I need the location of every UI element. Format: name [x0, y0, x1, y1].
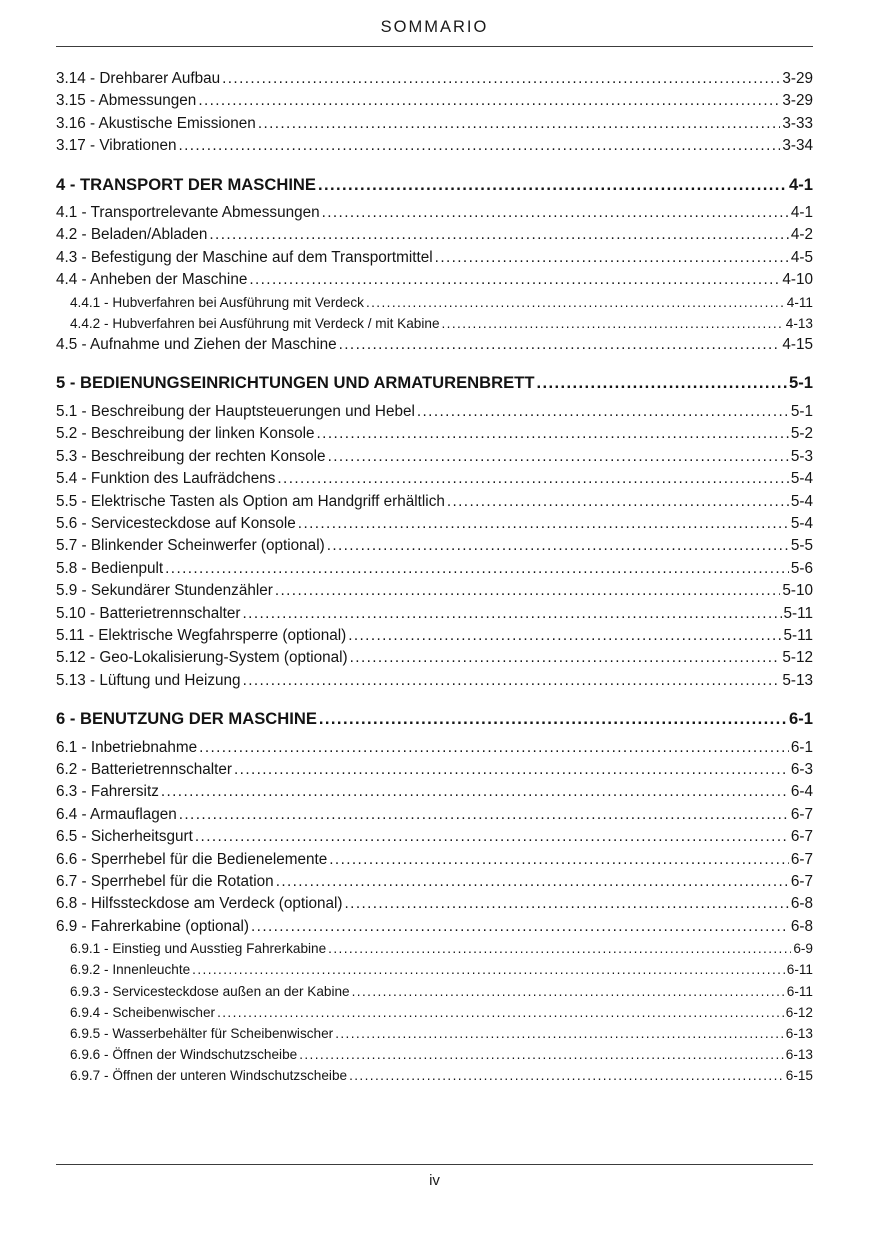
toc-entry-page: 5-4: [790, 470, 813, 488]
toc-entry-page: 3-34: [782, 137, 813, 155]
toc-leader-dots: [328, 938, 791, 959]
toc-entry-page: 3-33: [782, 114, 813, 132]
toc-entry: [56, 938, 813, 959]
footer-divider: [56, 1164, 813, 1165]
toc-entry: [56, 1065, 813, 1086]
toc-leader-dots: [276, 871, 789, 893]
toc-entry-label: 6.8 - Hilfssteckdose am Verdeck (optional): [56, 895, 343, 913]
toc-entry-page: 5-2: [790, 425, 813, 443]
toc-entry-label: 6.3 - Fahrersitz: [56, 783, 159, 801]
toc-leader-dots: [352, 981, 785, 1002]
toc-entry: [56, 603, 813, 625]
toc-entry-page: 6-8: [790, 895, 813, 913]
toc-entry: [56, 849, 813, 871]
toc-entry-label: 3.14 - Drehbarer Aufbau: [56, 70, 221, 87]
toc-entry-page: 5-5: [790, 537, 813, 555]
toc-entry-label: 5.5 - Elektrische Tasten als Option am Handgriff erhältlich: [56, 492, 445, 510]
toc-entry: [56, 334, 813, 356]
toc-leader-dots: [234, 759, 789, 781]
toc-entry-label: 5.1 - Beschreibung der Hauptsteuerungen und Hebel: [56, 402, 415, 420]
toc-leader-dots: [435, 247, 789, 269]
toc-leader-dots: [178, 135, 780, 157]
toc-leader-dots: [350, 647, 781, 669]
toc-entry-label: 5.7 - Blinkender Scheinwerfer (optional): [56, 537, 325, 555]
toc-entry-page: 4-13: [785, 315, 813, 331]
toc-leader-dots: [179, 804, 789, 826]
toc-leader-dots: [339, 334, 781, 356]
toc-entry-label: 5.3 - Beschreibung der rechten Konsole: [56, 447, 326, 465]
toc-entry-page: 6-13: [785, 1026, 813, 1042]
toc-entry: [56, 826, 813, 848]
toc-leader-dots: [198, 90, 780, 112]
toc-entry-page: 6-11: [786, 983, 813, 999]
toc-entry-page: 5-11: [783, 604, 813, 622]
toc-leader-dots: [209, 224, 789, 246]
toc-leader-dots: [258, 113, 781, 135]
toc-entry-label: 4 - TRANSPORT DER MASCHINE: [56, 174, 316, 194]
toc-leader-dots: [243, 603, 782, 625]
toc-entry: [56, 247, 813, 269]
toc-entry-page: 5-6: [790, 559, 813, 577]
toc-entry-page: 5-13: [782, 671, 813, 689]
toc-leader-dots: [536, 372, 787, 394]
toc-leader-dots: [249, 269, 780, 291]
toc-entry-label: 6.1 - Inbetriebnahme: [56, 738, 198, 756]
toc-entry: [56, 468, 813, 490]
toc-entry: [56, 491, 813, 513]
toc-leader-dots: [277, 468, 788, 490]
toc-leader-dots: [165, 558, 789, 580]
toc-entry-label: 6.9.4 - Scheibenwischer: [70, 1004, 216, 1020]
toc-entry: [56, 647, 813, 669]
toc-entry-page: 6-7: [790, 805, 813, 823]
toc-entry-label: 5.11 - Elektrische Wegfahrsperre (optional): [56, 626, 347, 644]
page-title: SOMMARIO: [380, 18, 489, 36]
toc-entry-label: 3.15 - Abmessungen: [56, 92, 197, 110]
toc-entry-page: 3-29: [782, 70, 813, 87]
toc-entry-page: 4-1: [789, 174, 813, 194]
toc-entry: [56, 513, 813, 535]
toc-entry-label: 5.12 - Geo-Lokalisierung-System (optional): [56, 649, 348, 667]
toc-entry: [56, 269, 813, 291]
toc-entry-label: 6.9.6 - Öffnen der Windschutzscheibe: [70, 1047, 298, 1063]
toc-entry-label: 3.16 - Akustische Emissionen: [56, 114, 256, 132]
toc-leader-dots: [348, 625, 781, 647]
page-header: [56, 18, 813, 47]
toc-entry-page: 6-12: [785, 1004, 813, 1020]
toc-leader-dots: [345, 893, 789, 915]
toc-entry: [56, 135, 813, 157]
toc-leader-dots: [195, 826, 789, 848]
toc-entry: [56, 90, 813, 112]
toc-entry-page: 6-7: [790, 828, 813, 846]
toc-entry: [56, 401, 813, 423]
toc-leader-dots: [251, 916, 789, 938]
toc-entry-page: 5-4: [790, 492, 813, 510]
toc-leader-dots: [298, 513, 789, 535]
toc-entry-label: 3.17 - Vibrationen: [56, 137, 177, 155]
toc-entry-label: 4.2 - Beladen/Abladen: [56, 226, 208, 244]
toc-entry-page: 4-15: [782, 336, 813, 354]
toc-entry: [56, 202, 813, 224]
toc-entry-page: 4-2: [790, 226, 813, 244]
toc-entry-label: 6.9 - Fahrerkabine (optional): [56, 917, 250, 935]
toc-entry: [56, 292, 813, 313]
toc-entry-page: 4-5: [790, 248, 813, 266]
toc-entry-label: 6.2 - Batterietrennschalter: [56, 760, 233, 778]
toc-entry: [56, 113, 813, 135]
toc-entry: [56, 759, 813, 781]
toc-leader-dots: [319, 708, 787, 730]
toc-entry: [56, 737, 813, 759]
toc-entry-label: 6.9.5 - Wasserbehälter für Scheibenwischer: [70, 1026, 334, 1042]
toc-entry-label: 5.4 - Funktion des Laufrädchens: [56, 470, 276, 488]
toc-entry: [56, 68, 813, 90]
page-footer: [56, 1164, 813, 1241]
toc-entry-page: 6-3: [790, 760, 813, 778]
toc-entry: [56, 871, 813, 893]
toc-entry-label: 5 - BEDIENUNGSEINRICHTUNGEN UND ARMATURENBRETT: [56, 373, 535, 393]
toc-leader-dots: [327, 535, 789, 557]
toc-entry-page: 4-1: [790, 204, 813, 222]
toc-entry: [56, 893, 813, 915]
toc-leader-dots: [328, 446, 789, 468]
footer-page-number: iv: [429, 1172, 440, 1189]
toc-entry-label: 5.10 - Batterietrennschalter: [56, 604, 241, 622]
toc-entry: [56, 804, 813, 826]
toc-leader-dots: [318, 174, 787, 196]
toc-entry: [56, 1044, 813, 1065]
toc-entry: [56, 625, 813, 647]
toc-entry-page: 4-10: [782, 271, 813, 289]
toc-entry-label: 5.8 - Bedienpult: [56, 559, 164, 577]
toc-leader-dots: [366, 292, 785, 313]
toc-entry-page: 6-1: [790, 738, 813, 756]
toc-leader-dots: [299, 1044, 784, 1065]
toc-entry-label: 5.13 - Lüftung und Heizung: [56, 671, 241, 689]
toc-entry: [56, 372, 813, 394]
toc-entry-page: 6-7: [790, 850, 813, 868]
toc-entry: [56, 781, 813, 803]
toc-leader-dots: [349, 1065, 784, 1086]
toc-entry-page: 5-1: [789, 373, 813, 393]
toc-entry: [56, 313, 813, 334]
toc-entry-label: 6 - BENUTZUNG DER MASCHINE: [56, 709, 317, 729]
toc-entry-label: 6.9.2 - Innenleuchte: [70, 962, 191, 978]
toc-entry-page: 6-11: [786, 962, 813, 978]
toc-leader-dots: [199, 737, 789, 759]
toc-entry-page: 5-4: [790, 514, 813, 532]
toc-entry-label: 4.4.1 - Hubverfahren bei Ausführung mit Verdeck: [70, 294, 364, 310]
toc-entry-label: 6.9.3 - Servicesteckdose außen an der Kabine: [70, 983, 350, 999]
toc-entry: [56, 580, 813, 602]
toc-leader-dots: [243, 670, 781, 692]
toc-entry-label: 4.1 - Transportrelevante Abmessungen: [56, 204, 320, 222]
toc-leader-dots: [222, 68, 780, 90]
toc-entry-page: 5-1: [790, 402, 813, 420]
toc-entry-label: 4.4 - Anheben der Maschine: [56, 271, 248, 289]
toc-list: [56, 68, 813, 1164]
toc-entry-page: 5-10: [782, 582, 813, 600]
toc-entry: [56, 708, 813, 730]
toc-entry-label: 6.4 - Armauflagen: [56, 805, 177, 823]
toc-entry-page: 6-1: [789, 709, 813, 729]
toc-entry-page: 5-3: [790, 447, 813, 465]
toc-entry: [56, 423, 813, 445]
toc-entry-page: 3-29: [782, 92, 813, 110]
toc-entry-label: 6.7 - Sperrhebel für die Rotation: [56, 873, 274, 890]
toc-entry-page: 6-9: [793, 941, 813, 957]
toc-entry-label: 6.5 - Sicherheitsgurt: [56, 828, 193, 846]
toc-entry-label: 5.9 - Sekundärer Stundenzähler: [56, 582, 273, 600]
toc-entry: [56, 916, 813, 938]
toc-entry: [56, 1002, 813, 1023]
toc-entry: [56, 670, 813, 692]
toc-leader-dots: [161, 781, 789, 803]
toc-leader-dots: [275, 580, 781, 602]
toc-leader-dots: [322, 202, 789, 224]
toc-leader-dots: [447, 491, 789, 513]
toc-entry: [56, 959, 813, 980]
toc-leader-dots: [317, 423, 789, 445]
toc-entry-label: 6.9.1 - Einstieg und Ausstieg Fahrerkabine: [70, 941, 327, 957]
toc-leader-dots: [417, 401, 789, 423]
toc-leader-dots: [442, 313, 784, 334]
toc-leader-dots: [329, 849, 789, 871]
header-divider: [56, 46, 813, 47]
toc-entry-page: 4-11: [786, 294, 813, 310]
toc-entry-label: 6.9.7 - Öffnen der unteren Windschutzscheibe: [70, 1068, 348, 1084]
toc-entry-page: 6-8: [790, 917, 813, 935]
toc-entry-page: 6-13: [785, 1047, 813, 1063]
toc-entry-page: 6-15: [785, 1068, 813, 1084]
toc-entry-page: 5-11: [783, 626, 813, 644]
toc-entry-label: 5.2 - Beschreibung der linken Konsole: [56, 425, 315, 443]
toc-entry-page: 6-4: [790, 783, 813, 801]
toc-entry: [56, 981, 813, 1002]
toc-entry: [56, 535, 813, 557]
toc-entry: [56, 446, 813, 468]
toc-entry: [56, 1023, 813, 1044]
toc-entry-page: 6-7: [790, 873, 813, 890]
toc-entry-page: 5-12: [782, 649, 813, 667]
toc-entry: [56, 224, 813, 246]
toc-entry: [56, 558, 813, 580]
toc-entry-label: 4.3 - Befestigung der Maschine auf dem Transportmittel: [56, 248, 433, 266]
toc-leader-dots: [217, 1002, 784, 1023]
toc-entry-label: 5.6 - Servicesteckdose auf Konsole: [56, 514, 296, 532]
toc-entry-label: 4.5 - Aufnahme und Ziehen der Maschine: [56, 336, 337, 354]
toc-entry-label: 6.6 - Sperrhebel für die Bedienelemente: [56, 850, 328, 868]
toc-leader-dots: [192, 959, 785, 980]
toc-leader-dots: [335, 1023, 784, 1044]
toc-entry-label: 4.4.2 - Hubverfahren bei Ausführung mit Verdeck / mit Kabine: [70, 315, 440, 331]
toc-entry: [56, 174, 813, 196]
